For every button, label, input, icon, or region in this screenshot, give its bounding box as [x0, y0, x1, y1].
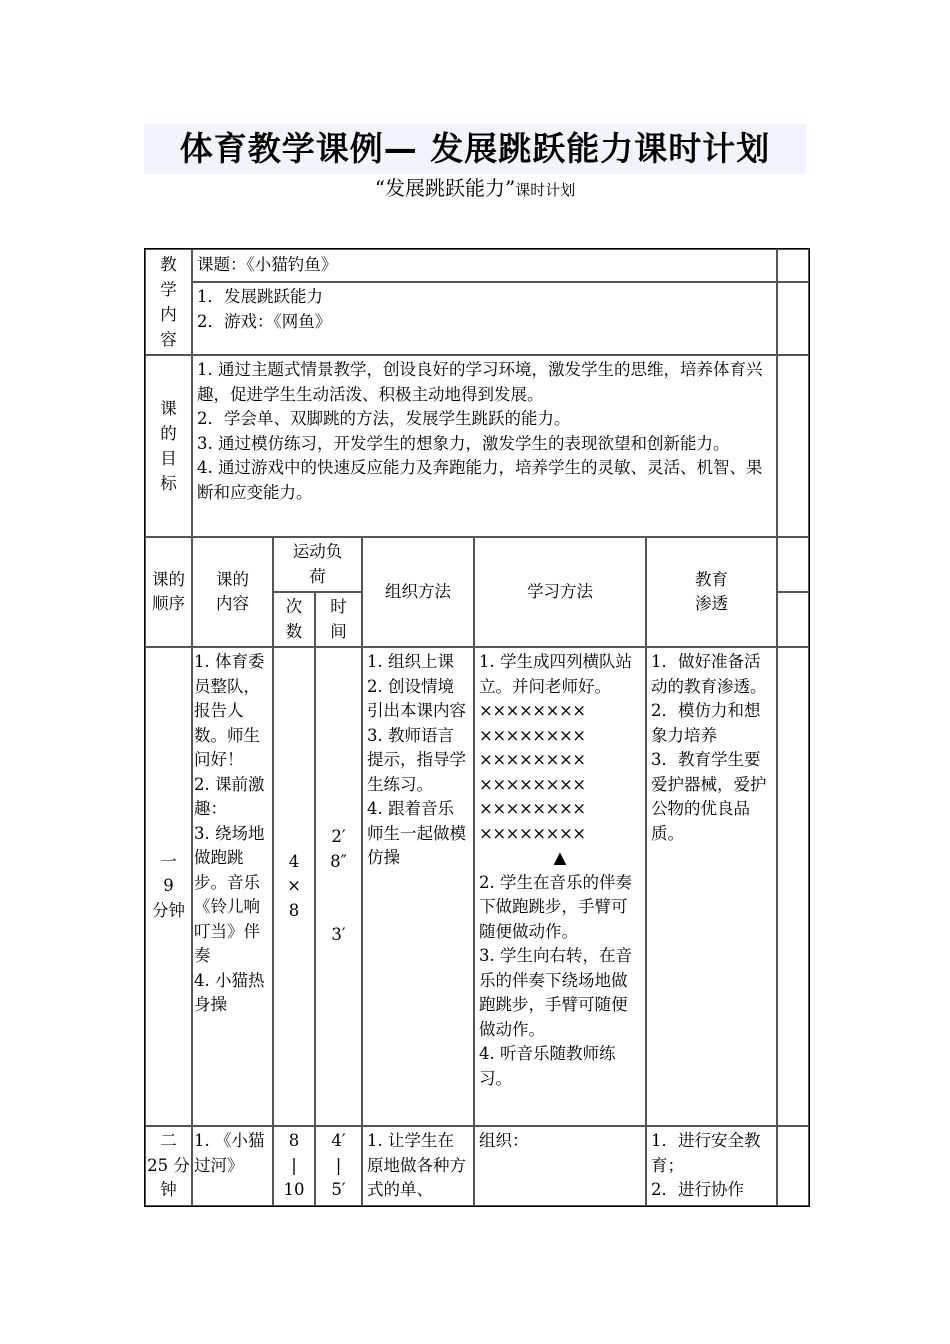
row-content: 1. 《小猫过河》	[192, 1126, 273, 1206]
page-title: 体育教学课例— 发展跳跃能力课时计划	[179, 129, 771, 168]
col-header-time: 时 间	[315, 592, 362, 647]
table-margin-cell	[777, 1126, 809, 1206]
lesson-plan-table	[144, 248, 810, 1207]
formation-row: ××××××××	[479, 701, 586, 720]
row-content: 1. 体育委员整队，报告人数。师生问好！ 2. 课前激趣： 3. 绕场地做跑跳步。音乐《铃儿响叮当》伴奏 4. 小猫热身操	[192, 647, 273, 1126]
formation-row: ××××××××	[479, 799, 586, 818]
formation-row: ××××××××	[479, 823, 586, 843]
formation-row: ××××××××	[479, 750, 586, 769]
row-time: 4′ | 5′	[315, 1126, 362, 1206]
col-header-content: 课的 内容	[192, 537, 273, 647]
col-header-order: 课的 顺序	[145, 537, 192, 647]
goals-section-label: 课 的 目 标	[145, 355, 192, 537]
teacher-position-icon: ▲	[553, 848, 567, 867]
row-learn: 组织：	[474, 1126, 646, 1206]
lesson-plan-sheet	[144, 248, 808, 1203]
col-header-organize: 组织方法	[362, 537, 474, 647]
subtitle-main: “发展跳跃能力”	[374, 176, 516, 200]
row-time: 2′ 8″ 3′	[315, 647, 362, 1126]
table-margin-cell	[777, 355, 809, 537]
row-order: 一 9 分钟	[145, 647, 192, 1126]
table-margin-cell	[777, 537, 809, 592]
row-count: 8 | 10	[273, 1126, 315, 1206]
table-margin-cell	[777, 647, 809, 1126]
formation-row: ××××××××	[479, 725, 586, 745]
row-count: 4 × 8	[273, 647, 315, 1126]
row-learn: 1. 学生成四列横队站立。并问老师好。 ×××××××× ×××××××× ×××××××× ×××××××× ×××××××× ×××××××× ▲ 2. 学生在音乐的伴奏下做跑跳步，手臂可随便做动作。 3. 学生向右转，在音乐的伴奏下绕场地做跑跳步，手臂可随便做动作。 4. 听音乐随教师练习。	[474, 647, 646, 1126]
row-edu: 1．做好准备活动的教育渗透。 2．模仿力和想象力培养 3．教育学生要爱护器械，爱护公物的优良品质。	[646, 647, 777, 1126]
col-header-count: 次 数	[273, 592, 315, 647]
table-margin-cell	[777, 592, 809, 647]
content-items: 1．发展跳跃能力 2．游戏：《网鱼》	[192, 282, 777, 355]
col-header-load: 运动负 荷	[273, 537, 362, 592]
content-section-label: 教 学 内 容	[145, 249, 192, 355]
goals-items: 1. 通过主题式情景教学，创设良好的学习环境，激发学生的思维，培养体育兴趣，促进学生生动活泼、积极主动地得到发展。 2．学会单、双脚跳的方法，发展学生跳跃的能力。 3. 通过模仿练习，开发学生的想象力，激发学生的表现欲望和创新能力。 4. 通过游戏中的快速反应能力及奔跑能力，培养学生的灵敏、灵活、机智、果断和应变能力。	[192, 355, 777, 537]
row-organize: 1. 组织上课 2. 创设情境引出本课内容 3. 教师语言提示，指导学生练习。 4. 跟着音乐师生一起做模仿操	[362, 647, 474, 1126]
table-margin-cell	[777, 282, 809, 355]
lesson-topic: 课题：《小猫钓鱼》	[192, 249, 777, 282]
subtitle-small: 课时计划	[515, 181, 576, 199]
row-organize: 1. 让学生在原地做各种方式的单、	[362, 1126, 474, 1206]
col-header-learn: 学习方法	[474, 537, 646, 647]
row-edu: 1．进行安全教育； 2．进行协作	[646, 1126, 777, 1206]
page-subtitle	[0, 174, 950, 204]
table-margin-cell	[777, 249, 809, 282]
row-order: 二 25 分 钟	[145, 1126, 192, 1206]
formation-row: ××××××××	[479, 774, 586, 794]
col-header-edu: 教育 渗透	[646, 537, 777, 647]
